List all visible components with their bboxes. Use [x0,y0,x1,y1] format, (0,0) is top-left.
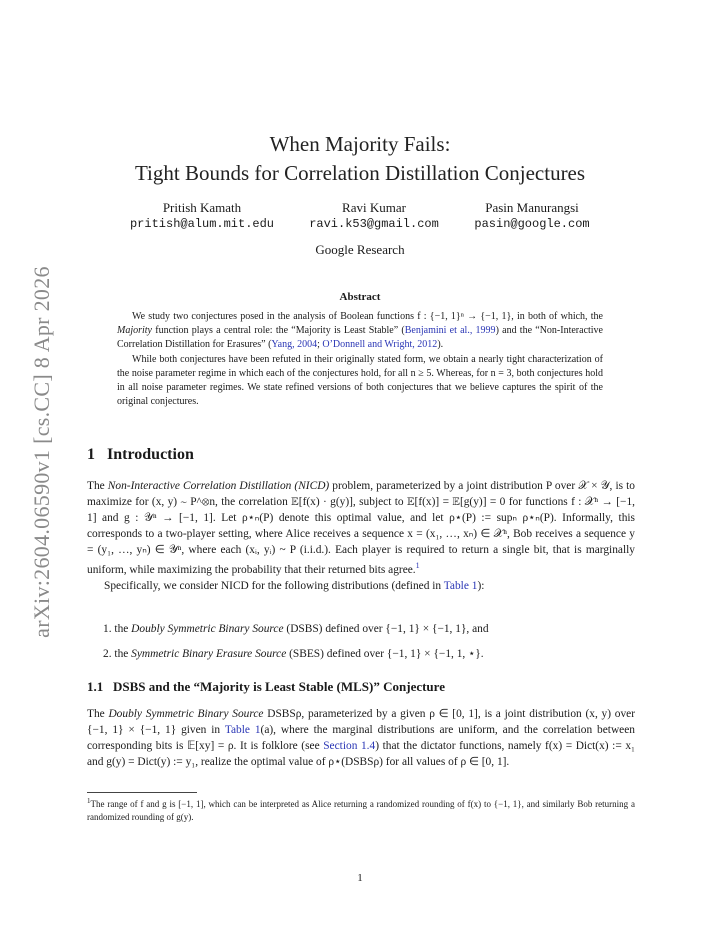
emphasis: Doubly Symmetric Binary Source [131,623,284,635]
author-name: Ravi Kumar [342,200,406,215]
abstract-heading: Abstract [339,291,381,303]
text: DSBSρ, parameterized by a given ρ ∈ [0, 1], is a joint distribution (x, y) over {−1, 1} × {−1, 1} given in [87,708,635,736]
text: ) that the dictator functions, namely f(x) = Dict(x) := x₁ and g(y) = Dict(y) := y₁, realize the optimal value of ρ⋆(DSBSρ) for all values of ρ ∈ [0, 1]. [87,740,636,768]
table-link[interactable]: Table 1 [224,724,261,736]
author-email: pritish@alum.mit.edu [129,217,275,231]
author-name: Pritish Kamath [162,200,242,215]
author-email: ravi.k53@gmail.com [309,217,439,231]
title-line-2: Tight Bounds for Correlation Distillation Conjectures [134,161,586,185]
page-number: 1 [357,872,363,884]
author-name: Pasin Manurangsi [485,200,579,215]
section-number: 1 [87,446,95,463]
intro-body [87,478,635,594]
affiliation: Google Research [315,242,405,257]
emphasis: Majority [117,325,152,337]
abstract-body [117,310,603,409]
section-heading-introduction [87,446,194,464]
abstract-paragraph: While both conjectures have been refuted in their originally stated form, we obtain a nearly tight characterization of the noise parameter regime in which each of the conjectures hold, for all n ≥ 5. Whereas, for n = 3, both conjectures hold in all noise parameter regimes. We state refined versions of both conjectures that we believe captures the spirit of the original conjectures. [117,353,603,408]
section-title: DSBS and the “Majority is Least Stable (MLS)” Conjecture [113,679,445,694]
section-number: 1.1 [87,679,104,694]
list-item [103,646,643,662]
text: ). [437,339,444,351]
text: (SBES) defined over {−1, 1} × {−1, 1, ⋆}. [286,648,484,660]
list-number: 2. [103,648,112,660]
text: Specifically, we consider NICD for the following distributions (defined in [104,579,444,592]
text: ; [317,339,323,351]
text: We study two conjectures posed in the analysis of Boolean functions f : {−1, 1}ⁿ → {−1, 1}, in both of which, the [132,311,603,322]
author-3 [432,199,632,232]
table-link[interactable]: Table 1 [443,579,478,592]
dsbs-paragraph [87,706,635,770]
list-item [103,621,643,637]
emphasis: Doubly Symmetric Binary Source [108,708,264,720]
list-number: 1. [103,623,112,635]
text: ) and the “Non-Interactive Correlation Distillation for Erasures” ( [117,325,603,351]
text: ): [477,579,485,592]
title-line-1: When Majority Fails: [269,132,451,156]
footnote-mark: 1 [87,797,91,805]
footnote-link[interactable]: 1 [415,561,420,570]
intro-paragraph [87,578,635,594]
footnote [87,795,635,823]
footnote-rule [87,792,197,793]
text: function plays a central role: the “Majority is Least Stable” ( [152,325,405,337]
text: The [87,480,108,492]
text: (a), where the marginal distributions are uniform, and the correlation between corresponding bits is 𝔼[xy] = ρ. It is folklore (see [87,724,635,752]
author-1 [102,199,302,232]
text: (DSBS) defined over {−1, 1} × {−1, 1}, and [283,623,489,635]
citation-link[interactable]: Yang, 2004 [271,339,318,351]
citation-link[interactable]: O’Donnell and Wright, 2012 [322,339,438,351]
section-link[interactable]: Section 1.4 [323,740,376,752]
author-email: pasin@google.com [474,217,590,231]
footnote-text: The range of f and g is [−1, 1], which can be interpreted as Alice returning a randomized rounding of f(x) to {−1, 1}, and similarly Bob returning a randomized rounding of g(y). [87,799,635,822]
paper-title [0,130,720,188]
dsbs-body [87,706,635,770]
citation-link[interactable]: Benjamini et al., 1999 [404,325,496,337]
arxiv-stamp: arXiv:2604.06590v1 [cs.CC] 8 Apr 2026 [29,266,54,638]
emphasis: Non-Interactive Correlation Distillation (NICD) [107,480,330,492]
text: the [114,623,132,635]
text: the [114,648,132,660]
text: problem, parameterized by a joint distribution P over 𝒳 × 𝒴, is to maximize for (x, y) ∼ P^⊗n, the correlation 𝔼[f(x) · g(y)], subject to 𝔼[f(x)] = 𝔼[g(y)] = 0 for functions f : 𝒳ⁿ → [−1, 1] and g : 𝒴ⁿ → [−1, 1]. Let ρ⋆ₙ(P) denote this optimal value, and let ρ⋆(P) := supₙ ρ⋆ₙ(P). Informally, this corresponds to a two-player setting, where Alice receives a sequence x = (x₁, …, xₙ) ∈ 𝒳ⁿ, Bob receives a sequence y = (y₁, …, yₙ) ∈ 𝒴ⁿ, where each (xᵢ, yᵢ) ~ P (i.i.d.). Each player is required to return a single bit, that is marginally uniform, while maximizing the probability that their returned bits agree. [87,480,635,576]
emphasis: Symmetric Binary Erasure Source [131,648,287,660]
section-title: Introduction [107,446,194,463]
text: The [87,708,109,720]
intro-paragraph [87,478,635,578]
section-heading-dsbs [87,679,445,695]
abstract-paragraph [117,310,603,353]
